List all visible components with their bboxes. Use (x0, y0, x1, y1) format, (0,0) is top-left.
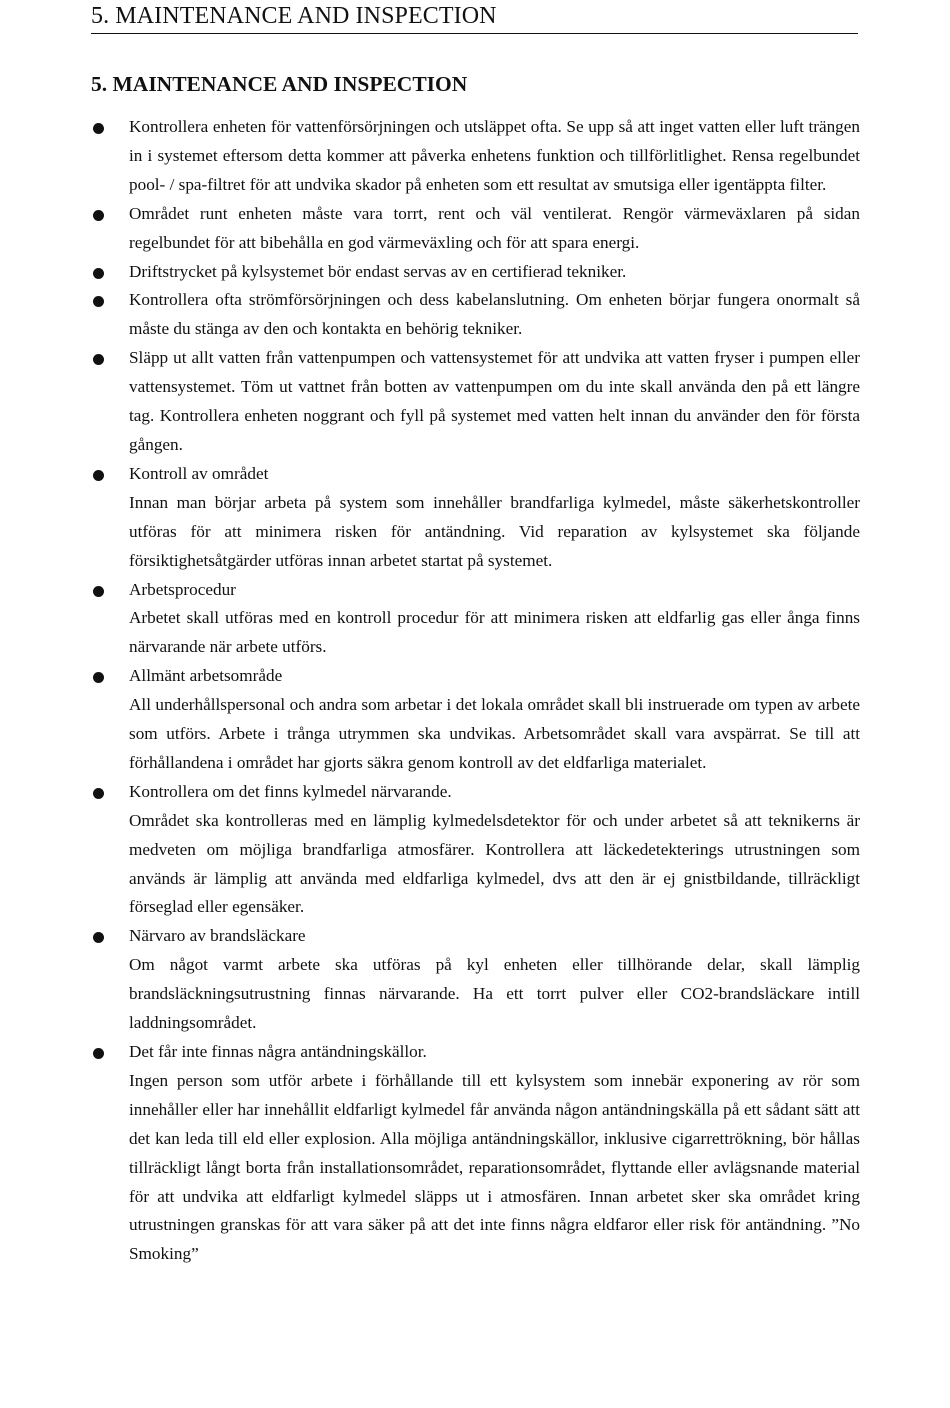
list-item-text: Kontrollera ofta strömförsörjningen och dess kabelanslutning. Om enheten börjar fungera onormalt så måste du stänga av den och kontakta en behörig tekniker. (129, 290, 860, 339)
list-item-text: Området ska kontrolleras med en lämplig kylmedelsdetektor för och under arbetet så att teknikerns är medveten om möjliga brandfarliga atmosfärer. Kontrollera att läckedetekterings utrustningen som används är lämplig att använda med eldfarliga kylmedel, dvs att den är ej gnistbildande, tillräckligt förseglad eller egensäker. (129, 810, 860, 917)
list-item (91, 922, 860, 1038)
list-item (91, 286, 860, 344)
bullet-dot-icon (93, 788, 104, 799)
list-item-heading: Allmänt arbetsområde (129, 666, 283, 686)
list-item-text: Kontrollera enheten för vattenförsörjningen och utsläppet ofta. Se upp så att inget vatten eller luft trängen in i systemet eftersom detta kommer att påverka enhetens funktion och tillförlitlighet. Rensa regelbundet pool- / spa-filtret för att undvika skador på enheten som ett resultat av smutsiga eller igentäppta filter. (129, 117, 860, 194)
bullet-dot-icon (93, 672, 104, 683)
list-item-heading: Kontrollera om det finns kylmedel närvarande. (129, 781, 452, 801)
bullet-dot-icon (93, 210, 104, 221)
list-item-text: Arbetet skall utföras med en kontroll procedur för att minimera risken att eldfarlig gas eller ånga finns närvarande när arbete utförs. (129, 608, 860, 657)
bullet-dot-icon (93, 354, 104, 365)
list-item-heading: Närvaro av brandsläckare (129, 926, 306, 946)
list-item-text: Området runt enheten måste vara torrt, rent och väl ventilerat. Rengör värmeväxlaren på sidan regelbundet för att bibehålla en god värmeväxling och för att spara energi. (129, 203, 860, 252)
list-item (91, 258, 860, 287)
bullet-dot-icon (93, 932, 104, 943)
bullet-dot-icon (93, 470, 104, 481)
list-item-text: Släpp ut allt vatten från vattenpumpen och vattensystemet för att undvika att vatten fryser i pumpen eller vattensystemet. Töm ut vattnet från botten av vattenpumpen om du inte skall använda den på ett längre tag. Kontrollera enheten noggrant och fyll på systemet med vatten helt innan du använder den för första gången. (129, 348, 860, 454)
list-item (91, 113, 860, 200)
list-item-text: Om något varmt arbete ska utföras på kyl enheten eller tillhörande delar, skall lämplig brandsläckningsutrustning finnas närvarande. Ha ett torrt pulver eller CO2-brandsläckare intill laddningsområdet. (129, 955, 860, 1033)
list-item (91, 344, 860, 460)
list-item (91, 778, 860, 923)
list-item-text: All underhållspersonal och andra som arbetar i det lokala området skall bli instruerade om typen av arbete som utförs. Arbete i trånga utrymmen ska undvikas. Arbetsområdet skall vara avspärrat. Se till att förhållandena i området har gjorts säkra genom kontroll av det eldfarliga materialet. (129, 695, 860, 772)
list-item-heading: Det får inte finnas några antändningskällor. (129, 1042, 427, 1061)
list-item (91, 1038, 860, 1269)
list-item-heading: Arbetsprocedur (129, 579, 236, 599)
list-item (91, 576, 860, 663)
list-item-text: Ingen person som utför arbete i förhållande till ett kylsystem som innebär exponering av rör som innehåller eller har innehållit eldfarligt kylmedel får använda någon antändningskälla på ett sådant sätt att det kan leda till eld eller explosion. Alla möjliga antändningskällor, inklusive cigarrettrökning, bör hållas tillräckligt långt borta från installationsområdet, reparationsområdet, flyttande eller avlägsnande material för att undvika att eldfarligt kylmedel släpps ut i atmosfären. Innan arbetet sker ska området kring utrustningen granskas för att vara säker på att det inte finns några eldfaror eller risk för antändning. ”No Smoking” (129, 1070, 860, 1264)
running-header: 5. MAINTENANCE AND INSPECTION (91, 0, 858, 34)
list-item (91, 460, 860, 576)
section-title: 5. MAINTENANCE AND INSPECTION (91, 72, 468, 96)
bullet-dot-icon (93, 268, 104, 279)
list-item (91, 662, 860, 778)
bullet-dot-icon (93, 586, 104, 597)
bullet-dot-icon (93, 1048, 104, 1059)
list-item-text: Innan man börjar arbeta på system som innehåller brandfarliga kylmedel, måste säkerhetskontroller utföras för att minimera risken för antändning. Vid reparation av kylsystemet ska följande försiktighetsåtgärder utföras innan arbetet startat på systemet. (129, 492, 860, 570)
bullet-dot-icon (93, 296, 104, 307)
bullet-dot-icon (93, 123, 104, 134)
bullet-list (91, 113, 860, 1269)
list-item-heading: Kontroll av området (129, 463, 269, 483)
list-item-text: Driftstrycket på kylsystemet bör endast servas av en certifierad tekniker. (129, 261, 627, 281)
list-item (91, 200, 860, 258)
